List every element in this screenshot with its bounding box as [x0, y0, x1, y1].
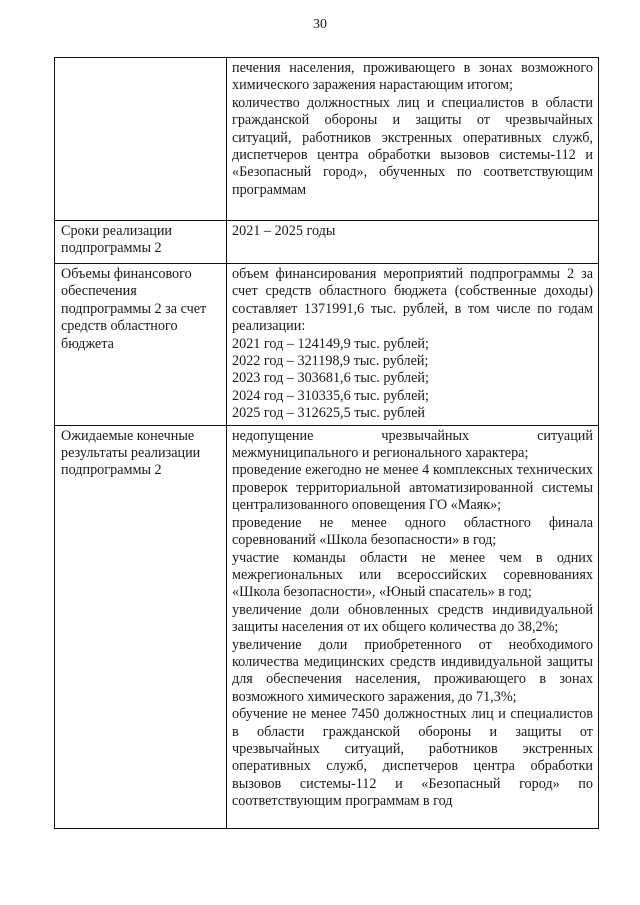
row-label: Объемы финансового обеспечения подпрограммы 2 за счет средств областного бюджета: [55, 264, 227, 426]
page-number: 30: [313, 17, 327, 32]
row-label: Сроки реализации подпрограммы 2: [55, 221, 227, 264]
row-value: [227, 264, 599, 426]
value-paragraph: недопущение чрезвычайных ситуаций межмуниципального и регионального характера;: [232, 427, 593, 462]
table-row: [55, 221, 599, 264]
row-value: [227, 58, 599, 221]
row-label: [55, 58, 227, 221]
value-paragraph: 2022 год – 321198,9 тыс. рублей;: [232, 353, 429, 370]
row-value: [227, 425, 599, 828]
value-paragraph: печения населения, проживающего в зонах возможного химического заражения нарастающим итогом;: [232, 60, 593, 94]
table-row: [55, 264, 599, 426]
value-paragraph: 2023 год – 303681,6 тыс. рублей;: [232, 370, 429, 387]
row-value: [227, 221, 599, 264]
value-paragraph: проведение не менее одного областного финала соревнований «Школа безопасности» в год;: [232, 514, 593, 549]
table-row: [55, 425, 599, 828]
value-paragraph: 2025 год – 312625,5 тыс. рублей: [232, 405, 425, 422]
value-paragraph: 2021 год – 124149,9 тыс. рублей;: [232, 335, 429, 352]
value-paragraph: 2021 – 2025 годы: [232, 223, 336, 239]
table-row: [55, 58, 599, 221]
value-paragraph: участие команды области не менее чем в одних межрегиональных или всероссийских соревнованиях «Школа безопасности», «Юный спасатель» в год;: [232, 549, 593, 601]
value-paragraph: объем финансирования мероприятий подпрограммы 2 за счет средств областного бюджета (собственные доходы) составляет 1371991,6 тыс. рублей, в том числе по годам реализации:: [232, 266, 593, 335]
row-label: Ожидаемые конечные результаты реализации подпрограммы 2: [55, 425, 227, 828]
value-paragraph: увеличение доли обновленных средств индивидуальной защиты населения от их общего количества до 38,2%;: [232, 601, 593, 636]
value-paragraph: проведение ежегодно не менее 4 комплексных технических проверок территориальной автоматизированной системы централизованного оповещения ГО «Маяк»;: [232, 462, 593, 514]
value-paragraph: количество должностных лиц и специалистов в области гражданской обороны и защиты от чрезвычайных ситуаций, работников экстренных оперативных служб, диспетчеров центра обработки вызовов системы-112 и «Безопасный город», обученных по соответствующим программам: [232, 94, 593, 198]
passport-table: [54, 57, 599, 829]
value-paragraph: 2024 год – 310335,6 тыс. рублей;: [232, 387, 429, 404]
value-paragraph: увеличение доли приобретенного от необходимого количества медицинских средств индивидуальной защиты для обеспечения населения, проживающего в зонах возможного химического заражения, до 71,3%;: [232, 636, 593, 705]
value-paragraph: обучение не менее 7450 должностных лиц и специалистов в области гражданской обороны и защиты от чрезвычайных ситуаций, работников экстренных оперативных служб, диспетчеров центра обработки вызовов системы-112 и «Безопасный город» по соответствующим программам в год: [232, 706, 593, 810]
